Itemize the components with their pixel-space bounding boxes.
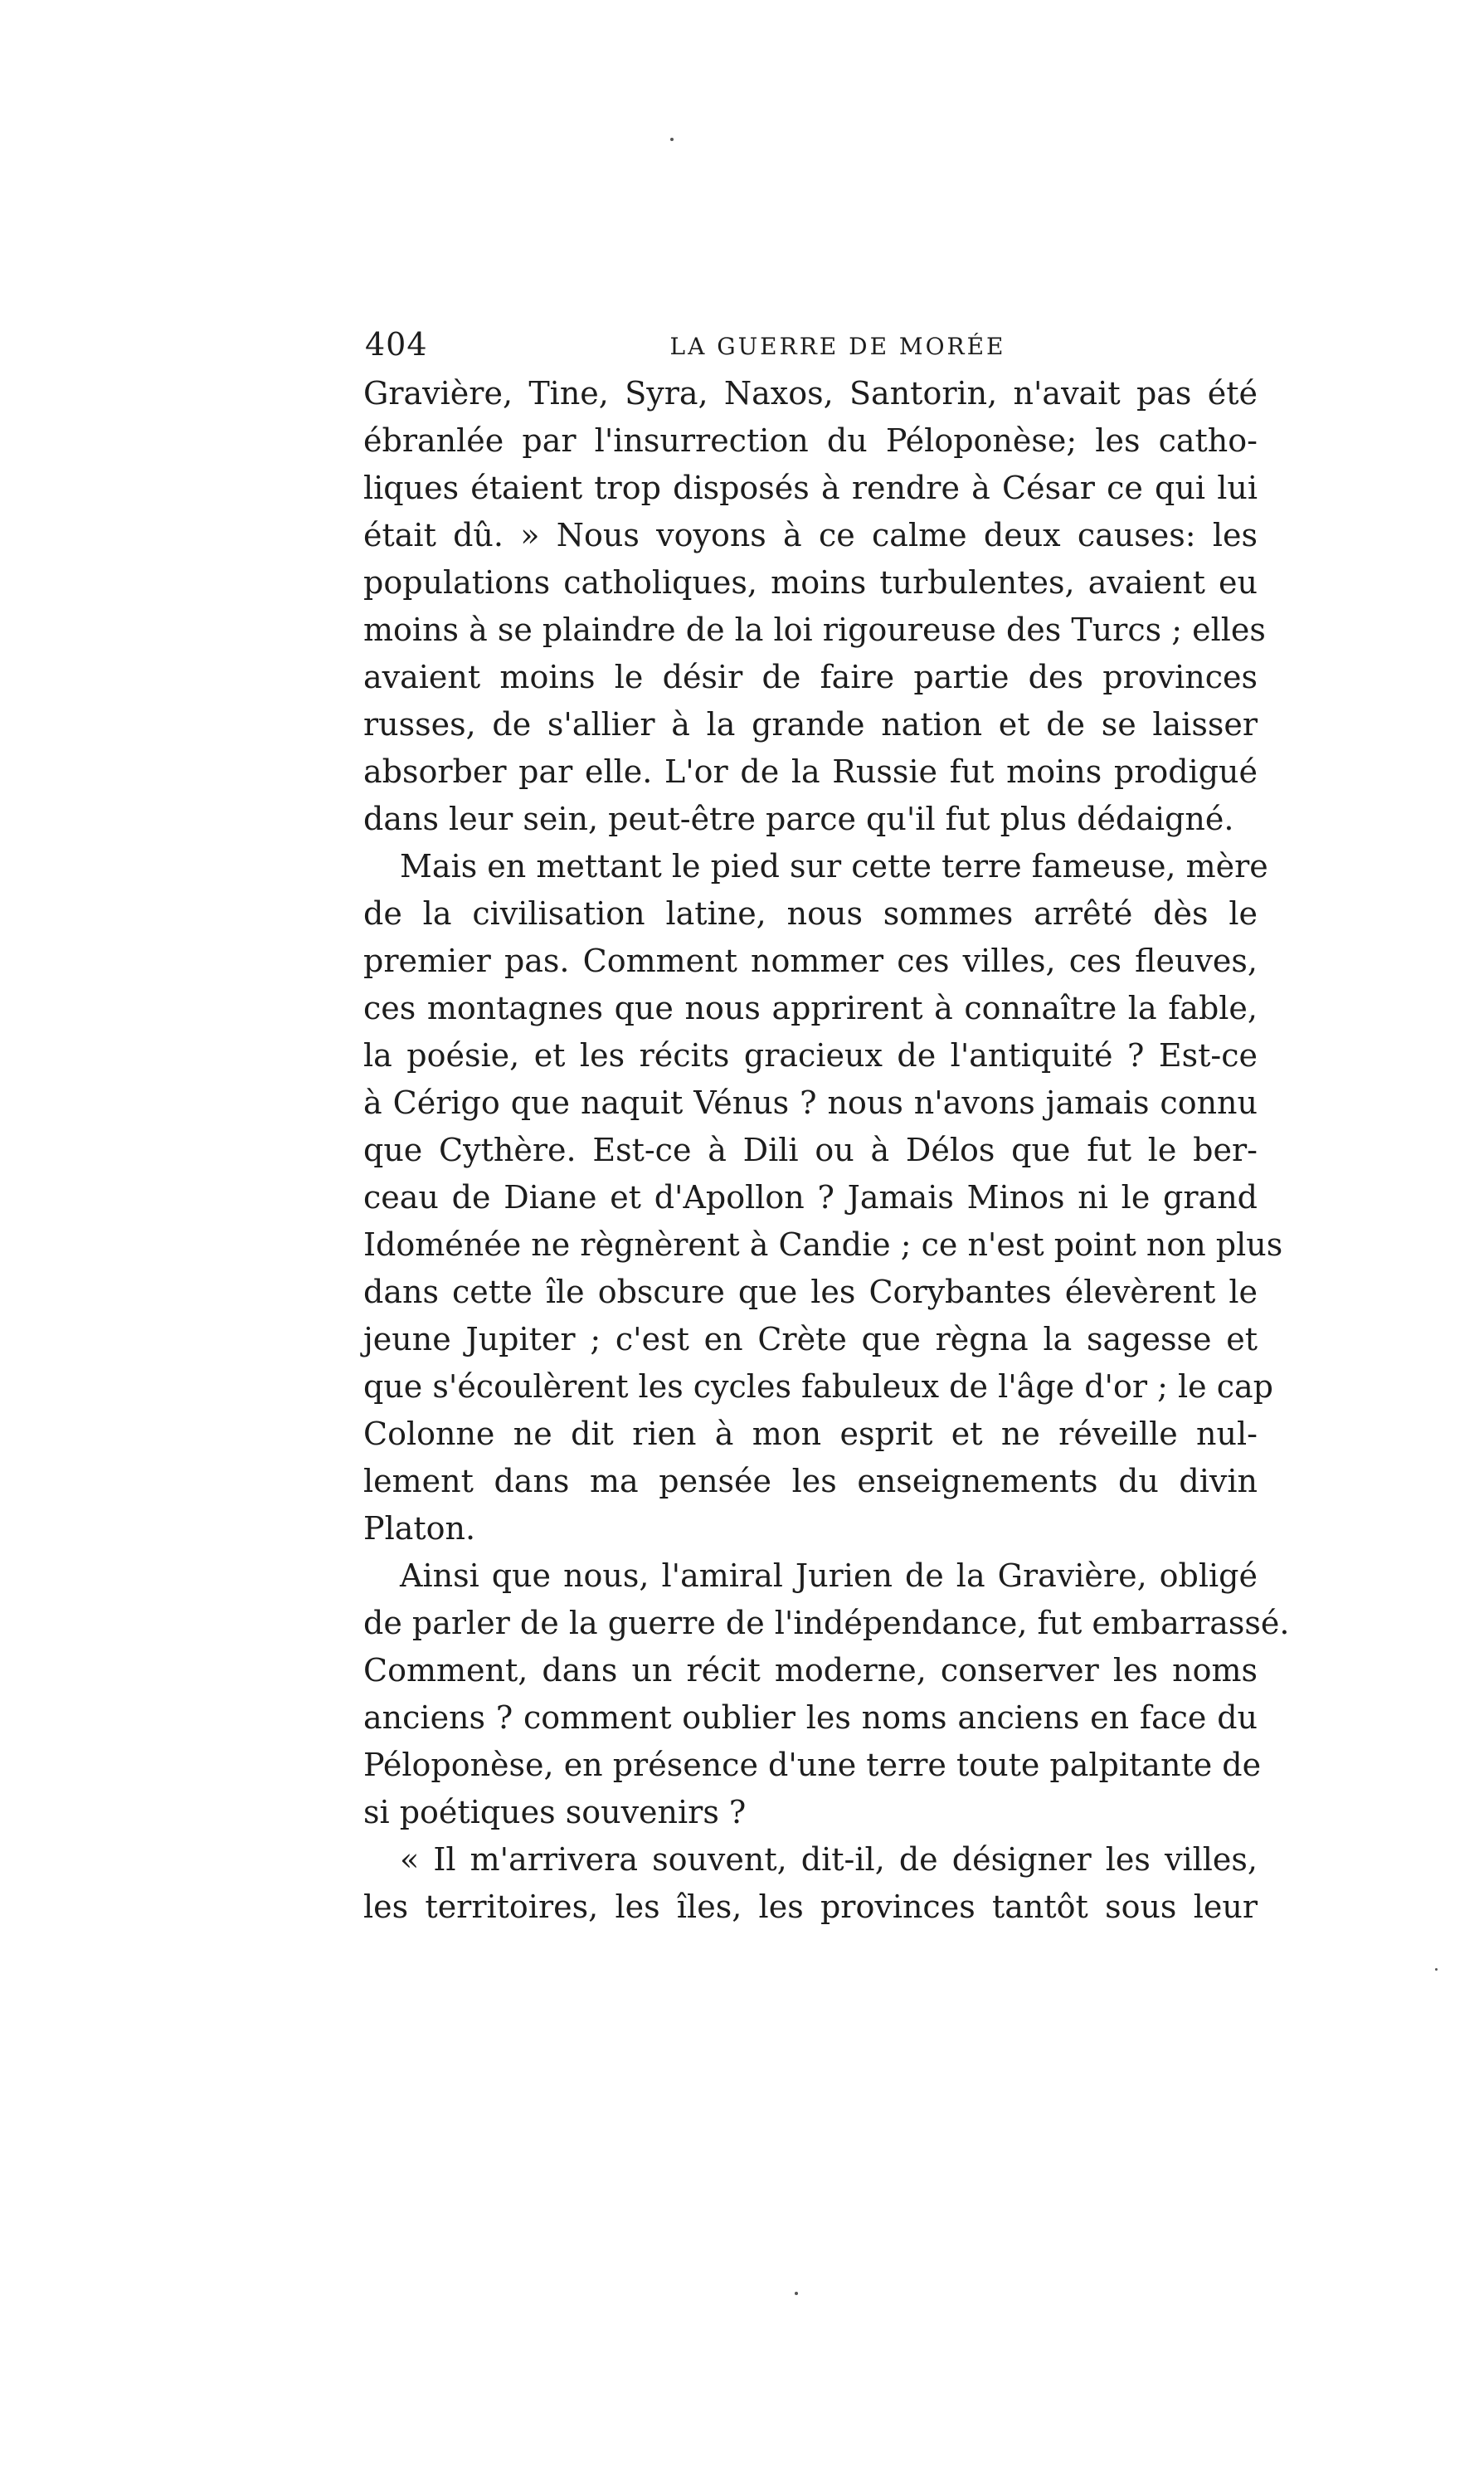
text-line: Idoménée ne règnèrent à Candie ; ce n'est point non plus [363,1226,1283,1263]
speck-right [1435,1968,1438,1971]
text-line: moins à se plaindre de la loi rigoureuse des Turcs ; elles [363,612,1266,648]
text-line: la poésie, et les récits gracieux de l'antiquité ? Est-ce [363,1037,1258,1074]
text-line: à Cérigo que naquit Vénus ? nous n'avons jamais connu [363,1084,1258,1121]
paragraph-2 [363,843,1283,1552]
paragraph-3 [363,1552,1290,1836]
text-line: que s'écoulèrent les cycles fabuleux de l'âge d'or ; le cap [363,1368,1273,1405]
text-line: ces montagnes que nous apprirent à connaître la fable, [363,990,1258,1026]
text-line: de la civilisation latine, nous sommes arrêté dès le [363,895,1258,932]
text-line: populations catholiques, moins turbulentes, avaient eu [363,564,1258,601]
text-line: « Il m'arrivera souvent, dit-il, de désigner les villes, [400,1841,1258,1878]
text-line: Ainsi que nous, l'amiral Jurien de la Gravière, obligé [400,1557,1258,1594]
page-header [365,326,1277,368]
text-line: ceau de Diane et d'Apollon ? Jamais Minos ni le grand [363,1179,1258,1216]
text-line: Mais en mettant le pied sur cette terre fameuse, mère [400,848,1268,885]
text-line: Gravière, Tine, Syra, Naxos, Santorin, n'avait pas été [363,375,1258,412]
text-line: que Cythère. Est-ce à Dili ou à Délos que fut le ber- [363,1132,1258,1168]
text-line: Colonne ne dit rien à mon esprit et ne réveille nul- [363,1416,1258,1452]
text-line: ébranlée par l'insurrection du Péloponèse; les catho- [363,422,1258,459]
speck-top [670,138,674,141]
text-line: lement dans ma pensée les enseignements du divin [363,1463,1258,1499]
text-line: de parler de la guerre de l'indépendance, fut embarrassé. [363,1605,1290,1641]
text-line: avaient moins le désir de faire partie des provinces [363,659,1258,695]
page-number: 404 [365,326,428,363]
text-line: les territoires, les îles, les provinces tantôt sous leur [363,1888,1258,1925]
text-line: jeune Jupiter ; c'est en Crète que règna la sagesse et [363,1321,1258,1357]
running-title: LA GUERRE DE MORÉE [669,333,1006,360]
text-line: premier pas. Comment nommer ces villes, ces fleuves, [363,943,1258,979]
speck-bottom [795,2292,798,2295]
text-line: absorber par elle. L'or de la Russie fut moins prodigué [363,753,1258,790]
text-line: anciens ? comment oublier les noms anciens en face du [363,1699,1258,1736]
body-text [363,370,1290,1931]
text-line: était dû. » Nous voyons à ce calme deux causes: les [363,517,1258,553]
text-line: dans cette île obscure que les Corybantes élevèrent le [363,1274,1258,1310]
text-line: liques étaient trop disposés à rendre à César ce qui lui [363,470,1258,506]
text-line: si poétiques souvenirs ? [363,1794,747,1830]
text-line: Comment, dans un récit moderne, conserver les noms [363,1652,1258,1689]
text-line: dans leur sein, peut-être parce qu'il fut plus dédaigné. [363,801,1234,837]
paragraph-4 [363,1836,1258,1931]
text-line: Platon. [363,1510,476,1547]
text-line: Péloponèse, en présence d'une terre toute palpitante de [363,1747,1262,1783]
paragraph-1 [363,370,1266,843]
text-line: russes, de s'allier à la grande nation et de se laisser [363,706,1258,743]
